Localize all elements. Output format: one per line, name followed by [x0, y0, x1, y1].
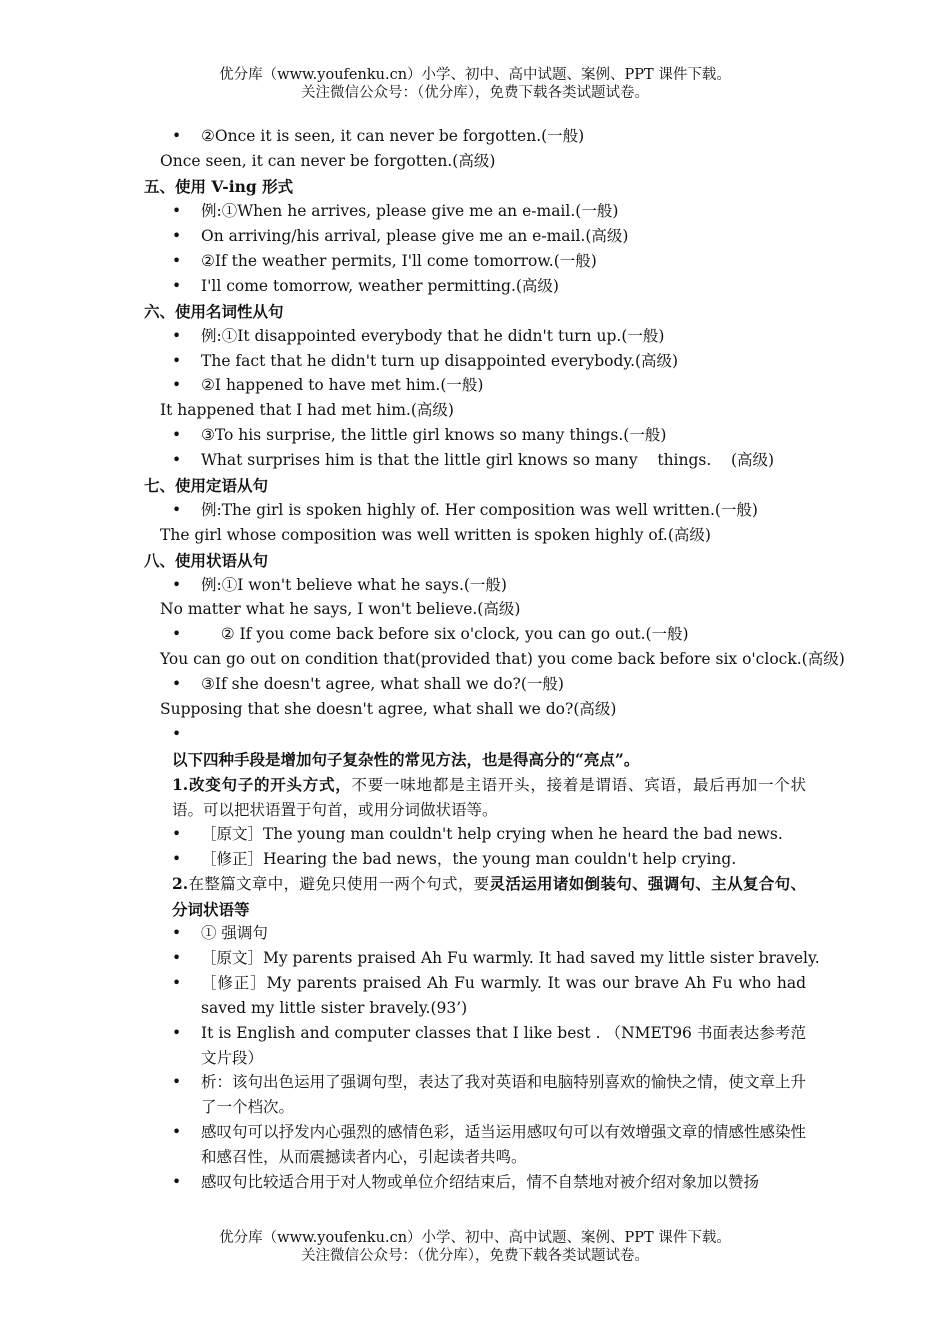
list-item-text: ②If the weather permits, I'll come tomorrow.(一般) [201, 252, 597, 270]
list-item-text: 例:①It disappointed everybody that he didn't turn up.(一般) [201, 327, 665, 345]
bullet: • [172, 202, 182, 220]
text-line-content: No matter what he says, I won't believe.(高级) [160, 600, 521, 618]
bullet: • [172, 576, 182, 594]
paragraph-2-body: 在整篇文章中，避免只使用一两个句式，要 [188, 875, 490, 893]
paragraph-2-number: 2. [172, 874, 189, 893]
text-line-content: Supposing that she doesn't agree, what shall we do?(高级) [160, 700, 617, 718]
paragraph-1-lead: 1.改变句子的开头方式， [172, 775, 352, 794]
section-heading-text: 六、使用名词性从句 [144, 302, 284, 321]
list-item-text: 例:The girl is spoken highly of. Her composition was well written.(一般) [201, 501, 758, 519]
intro-text: 以下四种手段是增加句子复杂性的常见方法，也是得高分的“亮点”。 [172, 750, 640, 769]
list-item-text: ［原文］My parents praised Ah Fu warmly. It had saved my little sister bravely. [201, 949, 820, 967]
list-item-text: ②Once it is seen, it can never be forgotten.(一般) [201, 127, 585, 145]
list-item-text: 例:①I won't believe what he says.(一般) [201, 576, 507, 594]
paragraph-2-emphasis: 灵活运用诸如倒装句、强调句、主从复合句、分词状语等 [172, 874, 806, 919]
bullet: • [172, 949, 182, 967]
bullet: • [172, 625, 182, 643]
bullet: • [172, 127, 182, 145]
paragraph-1 [172, 772, 806, 823]
footer-line-2: 关注微信公众号：（优分库），免费下载各类试题试卷。 [301, 1248, 649, 1264]
list-item-text-wrapped: 感叹句可以抒发内心强烈的感情色彩，适当运用感叹句可以有效增强文章的情感性感染性和感召性，从而震撼读者内心，引起读者共鸣。 [201, 1123, 806, 1166]
list-item-text: ② If you come back before six o'clock, you can go out.(一般) [201, 625, 689, 643]
list-item-text: ［原文］The young man couldn't help crying when he heard the bad news. [201, 825, 783, 843]
list-item-text: ③If she doesn't agree, what shall we do?(一般) [201, 675, 564, 693]
bullet: • [172, 825, 182, 843]
text-line-content: It happened that I had met him.(高级) [160, 401, 454, 419]
list-item-text: ②I happened to have met him.(一般) [201, 376, 484, 394]
list-item-text-wrapped: ［修正］My parents praised Ah Fu warmly. It was our brave Ah Fu who had saved my little sister bravely.(93’) [201, 974, 806, 1017]
bullet: • [172, 327, 182, 345]
page-header [0, 66, 950, 102]
list-item-text: The fact that he didn't turn up disappointed everybody.(高级) [201, 352, 679, 370]
bullet: • [172, 227, 182, 245]
bullet: • [172, 376, 182, 394]
bullet: • [172, 501, 182, 519]
list-item-text-wrapped: It is English and computer classes that I like best . （NMET96 书面表达参考范文片段） [201, 1024, 806, 1067]
paragraph-2 [172, 871, 806, 923]
bullet: • [172, 252, 182, 270]
bullet: • [172, 1173, 182, 1191]
section-heading-text: 八、使用状语从句 [144, 551, 269, 570]
section-heading-text: 七、使用定语从句 [144, 476, 269, 495]
header-line-2: 关注微信公众号：（优分库），免费下载各类试题试卷。 [301, 85, 649, 101]
bullet: • [172, 725, 182, 743]
list-item-text: ① 强调句 [201, 924, 268, 942]
bullet: • [172, 426, 182, 444]
bullet: • [172, 352, 182, 370]
page-footer [0, 1229, 950, 1265]
list-item-text: ［修正］Hearing the bad news，the young man couldn't help crying. [201, 850, 737, 868]
bullet: • [172, 451, 182, 469]
bullet: • [172, 924, 182, 942]
bullet: • [172, 1123, 182, 1141]
bullet: • [172, 1073, 182, 1091]
paragraph-1-body: 不要一味地都是主语开头，接着是谓语、宾语，最后再加一个状语。可以把状语置于句首，或用分词做状语等。 [172, 776, 806, 819]
header-line-1: 优分库（www.youfenku.cn）小学、初中、高中试题、案例、PPT 课件下载。 [219, 67, 731, 83]
footer-line-1: 优分库（www.youfenku.cn）小学、初中、高中试题、案例、PPT 课件下载。 [219, 1230, 731, 1246]
section-heading-text: 五、使用 V-ing 形式 [144, 177, 294, 196]
text-line-content: You can go out on condition that(provided that) you come back before six o'clock.(高级) [160, 650, 845, 668]
bullet: • [172, 974, 182, 992]
list-item-text: What surprises him is that the little girl knows so many things. (高级) [201, 451, 775, 469]
text-line-content: Once seen, it can never be forgotten.(高级) [160, 152, 496, 170]
bullet: • [172, 850, 182, 868]
bullet: • [172, 675, 182, 693]
list-item-text-wrapped: 析：该句出色运用了强调句型，表达了我对英语和电脑特别喜欢的愉快之情，使文章上升了一个档次。 [201, 1073, 806, 1116]
list-item-text: 感叹句比较适合用于对人物或单位介绍结束后，情不自禁地对被介绍对象加以赞扬 [201, 1173, 760, 1191]
list-item-text: 例:①When he arrives, please give me an e-mail.(一般) [201, 202, 619, 220]
text-line-content: The girl whose composition was well written is spoken highly of.(高级) [160, 526, 711, 544]
list-item-text: On arriving/his arrival, please give me an e-mail.(高级) [201, 227, 629, 245]
bullet: • [172, 1024, 182, 1042]
list-item-text: I'll come tomorrow, weather permitting.(高级) [201, 277, 559, 295]
list-item-text: ③To his surprise, the little girl knows so many things.(一般) [201, 426, 667, 444]
bullet: • [172, 277, 182, 295]
